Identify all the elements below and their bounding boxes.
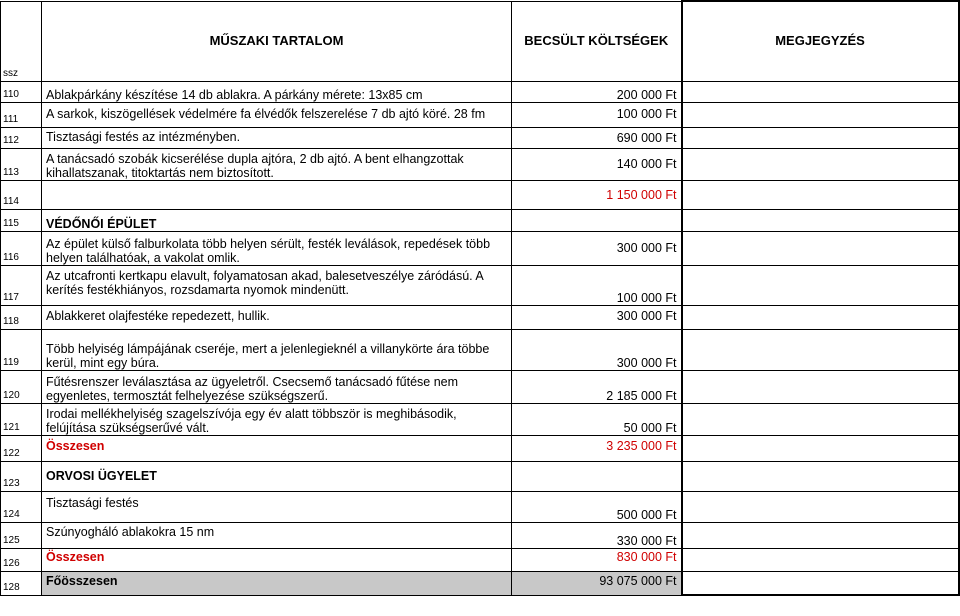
row-description[interactable]	[42, 180, 512, 209]
subtotal-cost[interactable]: 3 235 000 Ft	[512, 435, 682, 461]
row-number[interactable]: 123	[1, 461, 42, 491]
row-cost[interactable]: 200 000 Ft	[512, 81, 682, 102]
row-number[interactable]: 128	[1, 571, 42, 595]
row-notes[interactable]	[682, 231, 959, 265]
row-number[interactable]: 121	[1, 403, 42, 435]
row-cost[interactable]: 1 150 000 Ft	[512, 180, 682, 209]
row-notes[interactable]	[682, 403, 959, 435]
row-notes[interactable]	[682, 102, 959, 127]
row-number[interactable]: 126	[1, 548, 42, 571]
notes-header[interactable]: MEGJEGYZÉS	[682, 1, 959, 81]
row-number[interactable]: 116	[1, 231, 42, 265]
row-cost[interactable]: 50 000 Ft	[512, 403, 682, 435]
table-row	[1, 491, 959, 522]
table-row	[1, 148, 959, 180]
row-notes[interactable]	[682, 148, 959, 180]
grand-total-row	[1, 571, 959, 595]
grand-total-cost[interactable]: 93 075 000 Ft	[512, 571, 682, 595]
section-title[interactable]: ORVOSI ÜGYELET	[42, 461, 512, 491]
row-number[interactable]: 115	[1, 209, 42, 231]
row-notes[interactable]	[682, 522, 959, 548]
row-cost[interactable]: 300 000 Ft	[512, 329, 682, 370]
row-number[interactable]: 124	[1, 491, 42, 522]
subtotal-label[interactable]: Összesen	[42, 435, 512, 461]
table-row	[1, 403, 959, 435]
row-number[interactable]: 119	[1, 329, 42, 370]
section-row	[1, 461, 959, 491]
row-cost[interactable]: 100 000 Ft	[512, 265, 682, 305]
row-description[interactable]: Tisztasági festés az intézményben.	[42, 127, 512, 148]
row-number[interactable]: 120	[1, 370, 42, 403]
row-description[interactable]: Ablakpárkány készítése 14 db ablakra. A párkány mérete: 13x85 cm	[42, 81, 512, 102]
subtotal-row	[1, 548, 959, 571]
table-row	[1, 231, 959, 265]
row-number[interactable]: 110	[1, 81, 42, 102]
row-notes[interactable]	[682, 305, 959, 329]
subtotal-cost[interactable]: 830 000 Ft	[512, 548, 682, 571]
row-description[interactable]: Fűtésrenszer leválasztása az ügyeletről. Csecsemő tanácsadó fűtése nem egyenletes, termosztát felhelyezése szükségszerű.	[42, 370, 512, 403]
row-notes[interactable]	[682, 435, 959, 461]
table-row	[1, 180, 959, 209]
table-row	[1, 370, 959, 403]
table-row	[1, 305, 959, 329]
row-number[interactable]: 114	[1, 180, 42, 209]
row-number[interactable]: 111	[1, 102, 42, 127]
row-notes[interactable]	[682, 461, 959, 491]
grand-total-label[interactable]: Főösszesen	[42, 571, 512, 595]
row-description[interactable]: A sarkok, kiszögellések védelmére fa élvédők felszerelése 7 db ajtó köré. 28 fm	[42, 102, 512, 127]
row-cost[interactable]	[512, 461, 682, 491]
row-description[interactable]: Több helyiség lámpájának cseréje, mert a jelenlegieknél a villanykörte ára többe kerül, mint egy búra.	[42, 329, 512, 370]
row-description[interactable]: Tisztasági festés	[42, 491, 512, 522]
row-cost[interactable]: 690 000 Ft	[512, 127, 682, 148]
row-notes[interactable]	[682, 180, 959, 209]
row-description[interactable]: Az épület külső falburkolata több helyen sérült, festék leválások, repedések több helyen találhatóak, a vakolat omlik.	[42, 231, 512, 265]
row-number[interactable]: 113	[1, 148, 42, 180]
row-description[interactable]: Az utcafronti kertkapu elavult, folyamatosan akad, balesetveszélye záródású. A kerítés festékhiányos, rozsdamarta nyomok mindenütt.	[42, 265, 512, 305]
row-description[interactable]: Irodai mellékhelyiség szagelszívója egy év alatt többször is meghibásodik, felújítása szükségserűvé vált.	[42, 403, 512, 435]
row-notes[interactable]	[682, 265, 959, 305]
row-notes[interactable]	[682, 370, 959, 403]
section-title[interactable]: VÉDŐNŐI ÉPÜLET	[42, 209, 512, 231]
table-row	[1, 127, 959, 148]
row-number[interactable]: 122	[1, 435, 42, 461]
row-number[interactable]: 117	[1, 265, 42, 305]
row-notes[interactable]	[682, 81, 959, 102]
row-cost[interactable]: 140 000 Ft	[512, 148, 682, 180]
row-notes[interactable]	[682, 209, 959, 231]
row-notes[interactable]	[682, 548, 959, 571]
table-row	[1, 522, 959, 548]
table-row	[1, 329, 959, 370]
row-cost[interactable]: 100 000 Ft	[512, 102, 682, 127]
table-row	[1, 81, 959, 102]
header-row	[1, 1, 959, 81]
row-cost[interactable]: 330 000 Ft	[512, 522, 682, 548]
row-notes[interactable]	[682, 329, 959, 370]
row-description[interactable]: Ablakkeret olajfestéke repedezett, hullik.	[42, 305, 512, 329]
subtotal-label[interactable]: Összesen	[42, 548, 512, 571]
row-description[interactable]: Szúnyogháló ablakokra 15 nm	[42, 522, 512, 548]
ssz-header[interactable]: ssz	[1, 1, 42, 81]
table-row	[1, 265, 959, 305]
row-number[interactable]: 112	[1, 127, 42, 148]
row-notes[interactable]	[682, 127, 959, 148]
row-notes[interactable]	[682, 571, 959, 595]
subtotal-row	[1, 435, 959, 461]
row-cost[interactable]: 300 000 Ft	[512, 231, 682, 265]
tech-header[interactable]: MŰSZAKI TARTALOM	[42, 1, 512, 81]
table-row	[1, 102, 959, 127]
row-number[interactable]: 125	[1, 522, 42, 548]
row-cost[interactable]	[512, 209, 682, 231]
row-cost[interactable]: 500 000 Ft	[512, 491, 682, 522]
row-notes[interactable]	[682, 491, 959, 522]
row-number[interactable]: 118	[1, 305, 42, 329]
row-cost[interactable]: 2 185 000 Ft	[512, 370, 682, 403]
cost-header[interactable]: BECSÜLT KÖLTSÉGEK	[512, 1, 682, 81]
row-cost[interactable]: 300 000 Ft	[512, 305, 682, 329]
section-row	[1, 209, 959, 231]
row-description[interactable]: A tanácsadó szobák kicserélése dupla ajtóra, 2 db ajtó. A bent elhangzottak kihallatszanak, titoktartás nem biztosított.	[42, 148, 512, 180]
